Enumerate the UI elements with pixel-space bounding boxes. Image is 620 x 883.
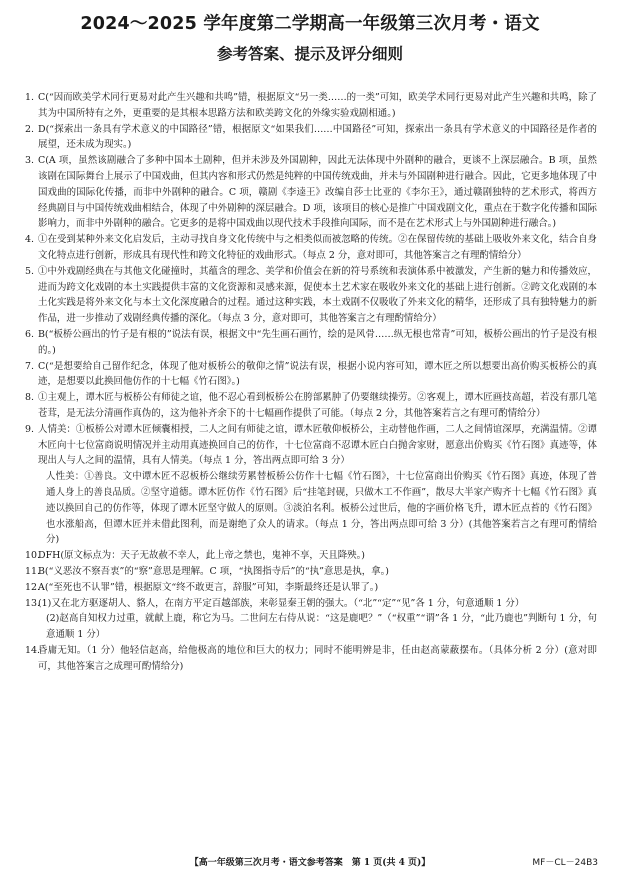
answer-number: 8. <box>25 392 35 404</box>
answer-item <box>25 548 597 564</box>
answer-text: (2)赵高自知权力过重，就献上鹿，称它为马。二世问左右侍从说：“这是鹿吧？”（“权重”“谓”各 1 分，“此乃鹿也”判断句 1 分，句意通顺 1 分） <box>46 613 597 641</box>
answer-text: (1)又在北方驱逐胡人、貉人，在南方平定百越部族，来彰显秦王朝的强大。（“北”“定”“见”各 1 分，句意通顺 1 分） <box>38 597 525 609</box>
answer-item <box>25 390 597 422</box>
answer-text: C(“是想要给自己留作纪念，体现了他对板桥公的敬仰之情”说法有误，根据小说内容可知，谭木匠之所以想要出高价购买板桥公的真迹，是想要以此换回他仿作的十七幅《竹石图》。) <box>38 360 597 388</box>
answer-number: 12. <box>25 581 41 593</box>
answer-number: 2. <box>25 123 35 135</box>
answer-text: 人情美：①板桥公对谭木匠倾囊相授，二人之间有师徒之谊，谭木匠敬仰板桥公，主动替他作画，二人之间情谊深厚，充满温情。②谭木匠向十七位富商说明情况并主动用真迹换回自己的仿作，十七位富商不忍谭木匠白白抛舍家财，愿意出价购买《竹石图》真迹等，体现出人与人之间的温情，具有人情美。（每点 1 分，答出两点即可给 3 分） <box>38 423 597 467</box>
answer-number: 13. <box>25 597 41 609</box>
answer-text: B(“义恶汝不察吾衷”的“察”意思是理解。C 项，“执图指寺后”的“执”意思是执，拿。) <box>38 565 389 577</box>
answer-item <box>25 264 597 327</box>
footer-code: MF－CL－24B3 <box>532 858 598 868</box>
answer-text: ①中外戏剧经典在与其他文化碰撞时，其蕴含的理念、美学和价值会在新的符号系统和表演体系中被激发，产生新的魅力和传播效应，进而为跨文化戏剧的本土实践提供丰富的文化资源和灵感来源，促使本土艺术家在吸收外来文化的基础上进行创新。②跨文化戏剧的本土化实践是将外来文化与本土文化深度融合的过程。通过这种实践，本土戏剧不仅吸收了外来文化的精华，还形成了具有独特魅力的新作品，进一步推动了戏剧经典传播的深化。（每点 3 分，意对即可，其他答案言之有理酌情给分） <box>38 265 597 325</box>
answer-item <box>25 580 597 596</box>
answer-text: 人性美：①善良。文中谭木匠不忍板桥公继续劳累替板桥公仿作十七幅《竹石图》，十七位富商出价购买《竹石图》真迹，体现了普通人身上的善良品质。②坚守道德。谭木匠仿作《竹石图》后“挂笔封砚，只做木工不作画”，散尽大半家产购齐十七幅《竹石图》真迹以换回自己的仿作等，体现了谭木匠坚守做人的原则。③淡泊名利。板桥公过世后，他的字画价格飞升，谭木匠点苔的《竹石图》也水涨船高，但谭木匠并未借此图利，而是谢绝了众人的请求。（每点 1 分，答出两点即可给 3 分）(其他答案若言之有理可酌情给分) <box>46 471 597 546</box>
answer-text: C(A 项，虽然该剧融合了多种中国本土剧种，但并未涉及外国剧种，因此无法体现中外剧种的融合，更谈不上深层融合。B 项，虽然该剧在国际舞台上展示了中国戏曲，但其内容和形式仍然是纯粹的中国传统戏曲，并未与外国剧种进行融合。因此，它更多地体现了中国戏曲的国际化传播，而非中外剧种的融合。C 项，赣剧《李逵王》改编自莎士比亚的《李尔王》，通过赣剧独特的艺术形式，将西方经典剧目与中国传统戏曲相结合，体现了中外剧种的深层融合。D 项，该项目的核心是推广中国戏剧文化，重点在于数字化传播和国际影响力，而非中外剧种的融合。它更多的是将中国戏曲以现代技术手段推向国际，而不是在艺术形式上与外国剧种进行融合。) <box>38 155 597 230</box>
page-subtitle: 参考答案、提示及评分细则 <box>216 45 403 63</box>
answer-list <box>25 90 597 674</box>
answer-number: 9. <box>25 423 35 435</box>
answer-item <box>25 564 597 580</box>
answer-number: 6. <box>25 328 35 340</box>
answer-item <box>25 122 597 154</box>
answer-item <box>25 596 597 643</box>
answer-text: 昏庸无知。（1 分）他轻信赵高，给他极高的地位和巨大的权力；同时不能明辨是非，任由赵高蒙蔽摆布。（具体分析 2 分）(意对即可，其他答案言之成理可酌情给分) <box>38 644 597 672</box>
answer-text: C(“因而欧美学术同行更易对此产生兴趣和共鸣”错，根据原文“另一类……的一类”可知，欧美学术同行更易对此产生兴趣和共鸣，除了其为中国所特有之外，更重要的是其根本思路方法和欧美跨文化的外缘实验戏剧相通。) <box>38 92 597 119</box>
answer-item <box>25 422 597 548</box>
answer-item <box>25 327 597 359</box>
answer-item <box>25 643 597 675</box>
answer-number: 1. <box>25 92 35 103</box>
page-footer <box>0 855 620 871</box>
answer-text: D(“探索出一条具有学术意义的中国路径”错，根据原文“如果我们……中国路径”可知，探索出一条具有学术意义的中国路径是作者的展望，还未成为现实。) <box>38 123 597 151</box>
answer-text: ①主观上，谭木匠与板桥公有师徒之谊，他不忍心看到板桥公在胯部累肿了仍要继续操劳。②客观上，谭木匠画技高超，若没有那几笔苍茸，是无法分清画作真伪的，这为他补齐余下的十七幅画作提供了可能。（每点 2 分，其他答案若言之有理可酌情给分） <box>38 392 597 419</box>
answer-number: 14. <box>25 644 41 656</box>
answer-number: 7. <box>25 360 35 372</box>
answer-item <box>25 232 597 264</box>
answer-item <box>25 90 597 122</box>
answer-item <box>25 153 597 232</box>
answer-number: 11. <box>25 565 41 577</box>
answer-number: 3. <box>25 155 35 167</box>
answer-text: A(“至死也不认罪”错，根据原文“终不敢更言，辞服”可知，李斯最终还是认罪了。) <box>38 581 379 593</box>
answer-number: 4. <box>25 234 35 246</box>
page-title: 2024～2025 学年度第二学期高一年级第三次月考・语文 <box>80 14 540 34</box>
answer-text: DFH(原文标点为：天子无故赦不幸人，此上帝之禁也，鬼神不享，天且降殃。) <box>38 550 365 562</box>
answer-number: 10. <box>25 550 41 562</box>
answer-number: 5. <box>25 265 35 277</box>
answer-text: ①在受到某种外来文化启发后，主动寻找自身文化传统中与之相类似而被忽略的传统。②在保留传统的基础上吸收外来文化，结合自身文化特点进行创新，形成具有现代性和跨文化特征的戏曲形式。（每点 2 分，意对即可，其他答案言之有理酌情给分） <box>38 234 597 261</box>
answer-text: B(“板桥公画出的竹子是有根的”说法有误，根据文中“先生画石画竹，绘的是风骨……纵无根也常青”可知，板桥公画出的竹子是没有根的。) <box>38 328 597 356</box>
footer-page-info: 【高一年级第三次月考・语文参考答案 第 1 页(共 4 页)】 <box>189 858 431 868</box>
answer-item <box>25 359 597 391</box>
